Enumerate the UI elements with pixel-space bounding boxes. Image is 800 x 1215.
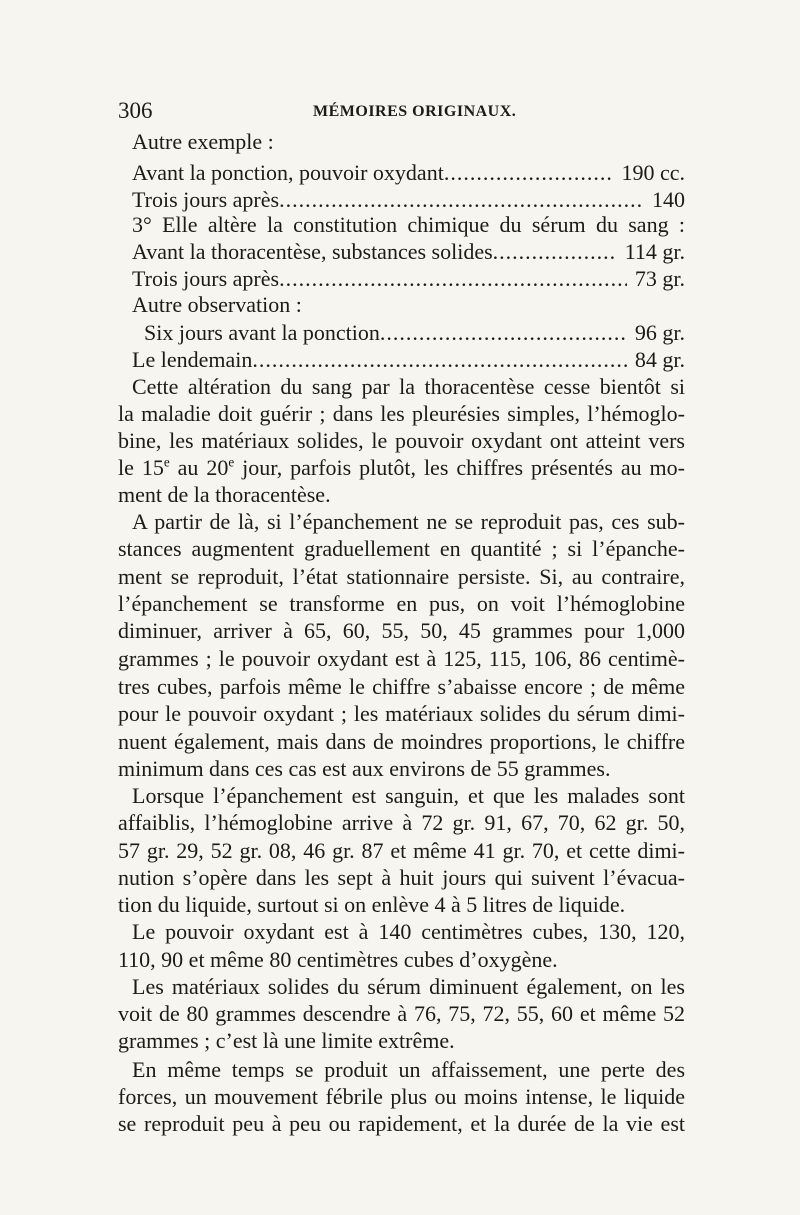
measurement-value: 114 gr. [624, 239, 685, 264]
text-fragment: jour, parfois plutôt, les chiffres présentés au mo- [234, 455, 685, 480]
paragraph-line: grammes ; le pouvoir oxydant est à 125, 115, 106, 86 centimè- [118, 646, 685, 671]
page-header [118, 96, 685, 126]
measurement-row [132, 158, 685, 187]
paragraph-line: l’épanchement se transforme en pus, on voit l’hémoglobine [118, 591, 685, 616]
measurement-row [132, 264, 685, 293]
running-title: MÉMOIRES ORIGINAUX. [313, 103, 517, 120]
paragraph-line: Lorsque l’épanchement est sanguin, et que les malades sont [132, 783, 685, 808]
paragraph-line: bine, les matériaux solides, le pouvoir oxydant ont atteint vers [118, 428, 685, 453]
measurement-row [132, 345, 685, 374]
paragraph-line: tres cubes, parfois même le chiffre s’abaisse encore ; de même [118, 674, 685, 699]
paragraph-line [118, 453, 685, 482]
paragraph-line: pour le pouvoir oxydant ; les matériaux solides du sérum dimi- [118, 701, 685, 726]
dot-leader [279, 264, 627, 293]
paragraph-line: stances augmentent graduellement en quantité ; si l’épanche- [118, 536, 685, 561]
dot-leader [252, 345, 627, 374]
paragraph-line: ment de la thoracentèse. [118, 482, 331, 507]
dot-leader [444, 158, 614, 187]
paragraph-line: A partir de là, si l’épanchement ne se reproduit pas, ces sub- [132, 509, 685, 534]
paragraph-line: nution s’opère dans les sept à huit jours qui suivent l’évacua- [118, 865, 685, 890]
superscript: e [228, 454, 235, 470]
paragraph-line: grammes ; c’est là une limite extrême. [118, 1028, 455, 1053]
measurement-row [144, 318, 685, 347]
paragraph-line: 57 gr. 29, 52 gr. 08, 46 gr. 87 et même 41 gr. 70, et cette dimi- [118, 838, 685, 863]
measurement-value: 73 gr. [634, 266, 685, 291]
paragraph-line: nuent également, mais dans de moindres proportions, le chiffre [118, 729, 685, 754]
paragraph-line: 110, 90 et même 80 centimètres cubes d’oxygène. [118, 947, 558, 972]
measurement-label: Le lendemain [132, 347, 253, 372]
text-fragment: le 15 [118, 455, 164, 480]
paragraph-line: Le pouvoir oxydant est à 140 centimètres cubes, 130, 120, [132, 919, 685, 944]
paragraph-line: se reproduit peu à peu ou rapidement, et la durée de la vie est [118, 1111, 685, 1136]
observation-heading: Autre observation : [132, 292, 302, 317]
paragraph-line: affaiblis, l’hémoglobine arrive à 72 gr. 91, 67, 70, 62 gr. 50, [118, 810, 685, 835]
dot-leader [380, 318, 627, 347]
paragraph-line: voit de 80 grammes descendre à 76, 75, 72, 55, 60 et même 52 [118, 1001, 685, 1026]
measurement-value: 84 gr. [634, 347, 685, 372]
measurement-value: 140 [652, 187, 685, 212]
measurement-label: Trois jours après [132, 187, 280, 212]
paragraph-line: ment se reproduit, l’état stationnaire persiste. Si, au contraire, [118, 564, 685, 589]
paragraph-line: la maladie doit guérir ; dans les pleurésies simples, l’hémoglo- [118, 401, 685, 426]
point-three: 3° Elle altère la constitution chimique du sérum du sang : [132, 212, 685, 237]
measurement-label: Avant la thoracentèse, substances solides [132, 239, 493, 264]
paragraph-line: Cette altération du sang par la thoracentèse cesse bientôt si [132, 374, 685, 399]
paragraph-line: minimum dans ces cas est aux environs de 55 grammes. [118, 756, 611, 781]
paragraph-line: Les matériaux solides du sérum diminuent également, on les [132, 974, 685, 999]
page-number: 306 [118, 98, 153, 123]
paragraph-line: En même temps se produit un affaissement, une perte des [132, 1057, 685, 1082]
superscript: e [163, 454, 170, 470]
measurement-label: Avant la ponction, pouvoir oxydant [132, 160, 444, 185]
measurement-label: Six jours avant la ponction [144, 320, 380, 345]
measurement-value: 190 cc. [621, 160, 685, 185]
paragraph-line: tion du liquide, surtout si on enlève 4 à 5 litres de liquide. [118, 892, 626, 917]
dot-leader [493, 237, 617, 266]
text-fragment: au 20 [169, 455, 229, 480]
paragraph-line: forces, un mouvement fébrile plus ou moins intense, le liquide [118, 1084, 685, 1109]
measurement-label: Trois jours après [132, 266, 280, 291]
measurement-value: 96 gr. [634, 320, 685, 345]
paragraph-line: diminuer, arriver à 65, 60, 55, 50, 45 grammes pour 1,000 [118, 618, 685, 643]
measurement-row [132, 237, 685, 266]
example-heading: Autre exemple : [132, 129, 274, 154]
